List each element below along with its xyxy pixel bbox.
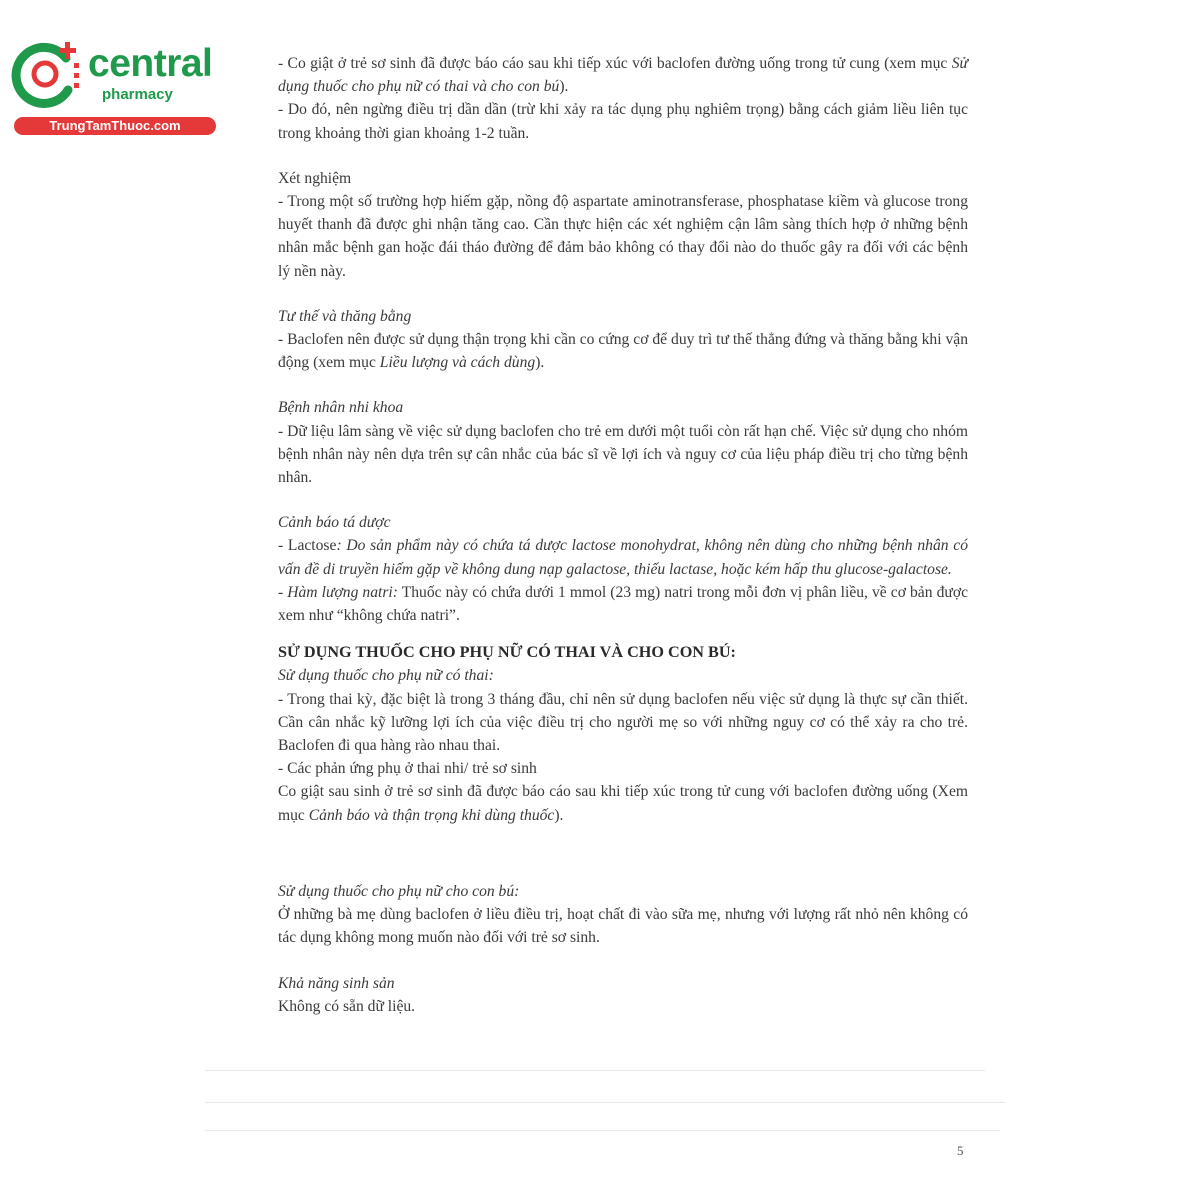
cross-reference: Sử dụng thuốc cho phụ nữ có thai và cho con bú [278,55,968,96]
paragraph-posture-balance [278,328,968,374]
heading-excipient-warning: Cảnh báo tá dược [278,514,391,532]
heading-posture-balance: Tư thế và thăng bằng [278,307,412,325]
cross-reference: Liều lượng và cách dùng [379,354,536,372]
logo-website-banner: TrungTamThuoc.com [14,117,216,135]
paragraph-lactation: Ở những bà mẹ dùng baclofen ở liều điều trị, hoạt chất đi vào sữa mẹ, nhưng với lượng rất nhỏ nên không có tác dụng không mong muốn nào đối với trẻ sơ sinh. [278,906,968,947]
paragraph-pregnancy-use: - Trong thai kỳ, đặc biệt là trong 3 tháng đầu, chỉ nên sử dụng baclofen nếu việc sử dụng là thực sự cần thiết. Cần cân nhắc kỹ lưỡng lợi ích của việc điều trị cho người mẹ so với những nguy cơ có thể xảy ra cho trẻ. Baclofen đi qua hàng rào nhau thai. [278,690,968,755]
text-span: ). [554,806,564,824]
paragraph-postnatal-seizures [278,780,968,826]
text-span: ). [535,354,545,372]
scan-artifact-line [205,1070,985,1071]
cross-reference: Cảnh báo và thận trọng khi dùng thuốc [308,806,555,824]
logo-brand-name: central [88,42,213,85]
heading-lab-tests: Xét nghiệm [278,169,352,187]
text-span: Co giật sau sinh ở trẻ sơ sinh đã được báo cáo sau khi tiếp xúc trong tử cung với baclofen đường uống (Xem mục [278,783,968,824]
logo-subtitle: pharmacy [102,86,173,103]
text-span: ). [559,78,569,96]
paragraph-fetal-reactions: - Các phản ứng phụ ở thai nhi/ trẻ sơ sinh [278,760,537,778]
heading-pregnancy-lactation: SỬ DỤNG THUỐC CHO PHỤ NỮ CÓ THAI VÀ CHO CON BÚ: [278,643,736,662]
scan-artifact-line [205,1130,1000,1131]
paragraph-lactose [278,534,968,580]
paragraph-pediatric-patients: - Dữ liệu lâm sàng về việc sử dụng baclofen cho trẻ em dưới một tuổi còn rất hạn chế. Việc sử dụng cho nhóm bệnh nhân này nên dựa trên sự cân nhắc của bác sĩ về lợi ích và nguy cơ của liệu pháp điều trị cho từng bệnh nhân. [278,422,968,487]
heading-pregnancy: Sử dụng thuốc cho phụ nữ có thai: [278,667,494,685]
heading-pediatric-patients: Bệnh nhân nhi khoa [278,399,404,417]
paragraph-neonatal-seizures [278,52,968,98]
brand-logo [8,36,218,136]
text-span: - Lactose [278,537,337,555]
heading-lactation: Sử dụng thuốc cho phụ nữ cho con bú: [278,882,520,900]
text-span: Thuốc này có chứa dưới 1 mmol (23 mg) natri trong mỗi đơn vị phân liều, về cơ bản được xem như “không chứa natri”. [278,583,968,625]
paragraph-gradual-withdrawal: - Do đó, nên ngừng điều trị dần dần (trừ khi xảy ra tác dụng phụ nghiêm trọng) bằng cách giảm liều liên tục trong khoảng thời gian khoảng 1-2 tuần. [278,101,968,142]
text-span-italic: - Hàm lượng natri: [278,583,398,601]
text-span: - Baclofen nên được sử dụng thận trọng khi cần co cứng cơ để duy trì tư thế thẳng đứng và thăng bằng khi vận động (xem mục [278,331,968,372]
page-number: 5 [957,1143,964,1158]
paragraph-sodium [278,581,968,627]
text-span-italic: : Do sản phẩm này có chứa tá dược lactose monohydrat, không nên dùng cho những bệnh nhân có vấn đề di truyền hiếm gặp về không dung nạp galactose, thiếu lactase, hoặc kém hấp thu glucose-galactose. [278,537,969,578]
paragraph-lab-tests: - Trong một số trường hợp hiếm gặp, nồng độ aspartate aminotransferase, phosphatase kiềm và glucose trong huyết thanh đã được ghi nhận tăng cao. Cần thực hiện các xét nghiệm cận lâm sàng thích hợp ở những bệnh nhân mắc bệnh gan hoặc đái tháo đường để đảm bảo không có thay đổi nào do thuốc gây ra đối với các bệnh lý nền này. [278,193,968,280]
text-span: - Co giật ở trẻ sơ sinh đã được báo cáo sau khi tiếp xúc với baclofen đường uống trong tử cung (xem mục [278,55,952,72]
scan-artifact-line [205,1102,1005,1103]
central-pharmacy-logo-icon [8,36,88,116]
heading-fertility: Khả năng sinh sản [278,974,395,992]
document-body [278,52,968,1018]
paragraph-fertility: Không có sẵn dữ liệu. [278,997,416,1015]
